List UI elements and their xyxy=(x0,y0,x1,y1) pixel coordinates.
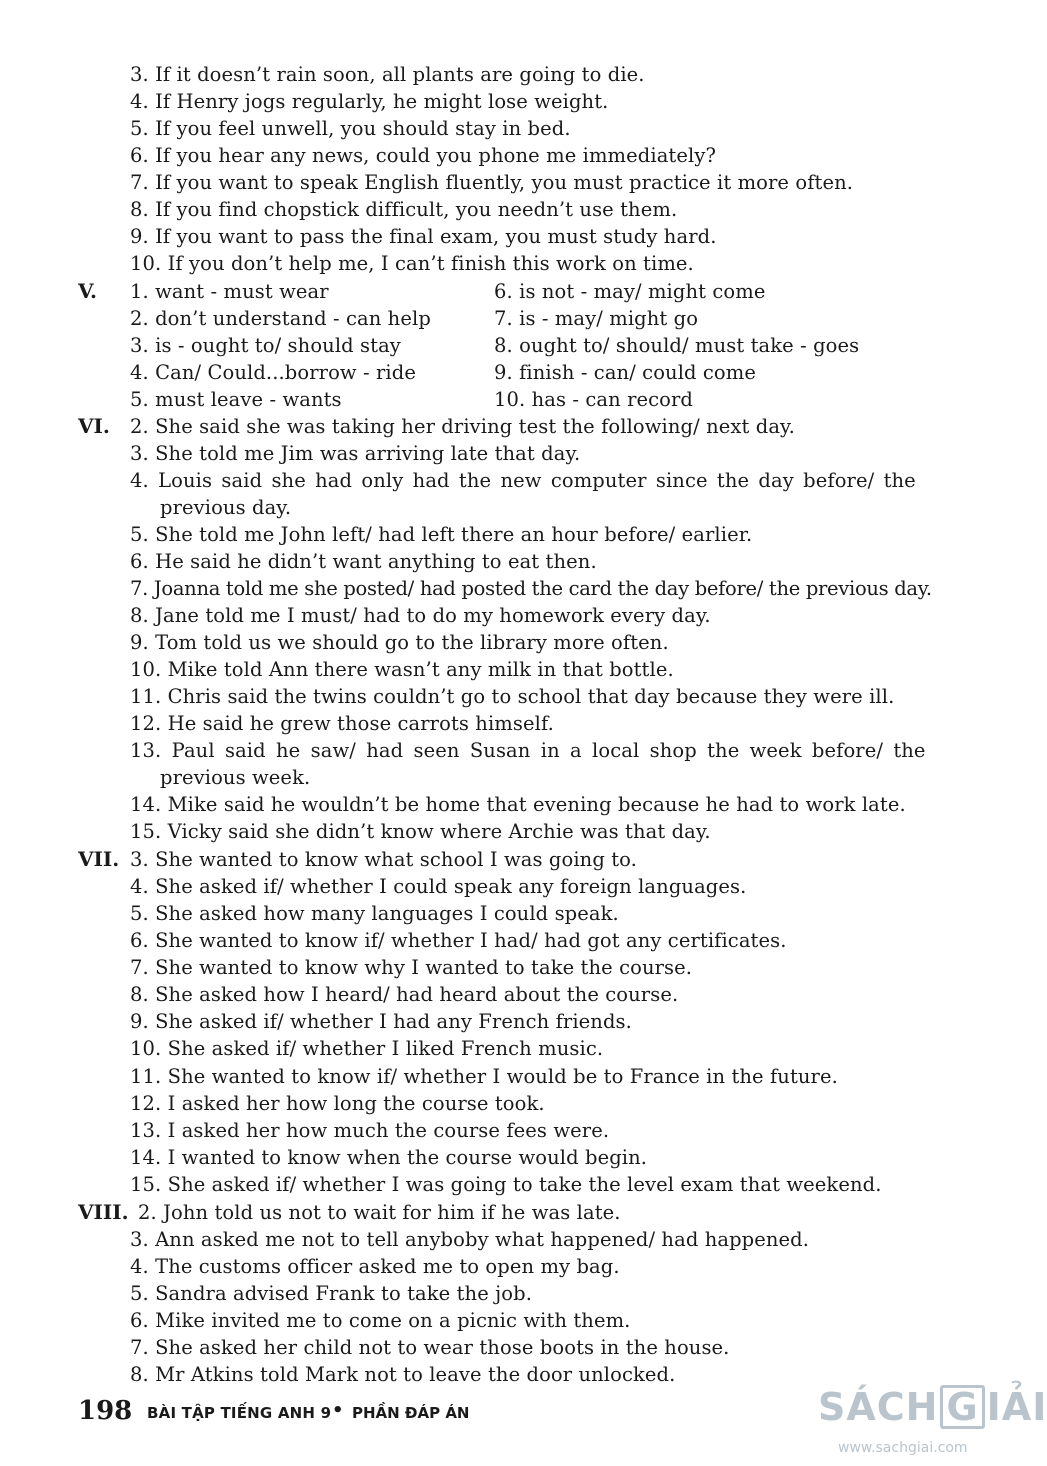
answer-line: 2. She said she was taking her driving test the following/ next day. xyxy=(130,415,795,438)
answer-line: 8. She asked how I heard/ had heard about the course. xyxy=(130,983,679,1006)
book-title: BÀI TẬP TIẾNG ANH 9 xyxy=(147,1404,332,1422)
answer-line: 7. If you want to speak English fluently, you must practice it more often. xyxy=(130,171,854,194)
watermark-url: www.sachgiai.com xyxy=(838,1440,968,1456)
answer-line: 8. Mr Atkins told Mark not to leave the door unlocked. xyxy=(130,1363,676,1386)
footer-section-title: PHẦN ĐÁP ÁN xyxy=(352,1404,470,1422)
answer-line: 4. Louis said she had only had the new computer since the day before/ the xyxy=(130,469,916,492)
answer-line: 9. If you want to pass the final exam, you must study hard. xyxy=(130,225,717,248)
answer-line: 14. I wanted to know when the course would begin. xyxy=(130,1146,648,1169)
answer-line: 6. She wanted to know if/ whether I had/ had got any certificates. xyxy=(130,929,787,952)
answer-line: 3. She told me Jim was arriving late that day. xyxy=(130,442,581,465)
answer-line: 8. ought to/ should/ must take - goes xyxy=(494,334,860,357)
section-label-vii: VII. xyxy=(78,847,120,871)
answer-line: 10. She asked if/ whether I liked French music. xyxy=(130,1037,604,1060)
answer-line: 6. Mike invited me to come on a picnic with them. xyxy=(130,1309,631,1332)
answer-line: 12. I asked her how long the course took. xyxy=(130,1092,545,1115)
answer-line-continued: previous day. xyxy=(160,496,292,519)
answer-line: 3. She wanted to know what school I was going to. xyxy=(130,848,637,871)
watermark-logo xyxy=(818,1382,1047,1432)
answer-line: 11. Chris said the twins couldn’t go to school that day because they were ill. xyxy=(130,685,895,708)
answer-line: 8. Jane told me I must/ had to do my homework every day. xyxy=(130,604,711,627)
answer-line: 5. She asked how many languages I could speak. xyxy=(130,902,619,925)
answer-line: 2. don’t understand - can help xyxy=(130,307,431,330)
answer-line: 10. Mike told Ann there wasn’t any milk in that bottle. xyxy=(130,658,674,681)
watermark-logo-left: SÁCH xyxy=(818,1385,939,1429)
answer-line: 6. is not - may/ might come xyxy=(494,280,766,303)
answer-line: 12. He said he grew those carrots himself. xyxy=(130,712,554,735)
answer-line: 6. He said he didn’t want anything to eat then. xyxy=(130,550,597,573)
answer-line: 10. If you don’t help me, I can’t finish this work on time. xyxy=(130,252,694,275)
answer-line: 10. has - can record xyxy=(494,388,694,411)
answer-line: 5. must leave - wants xyxy=(130,388,342,411)
watermark-logo-box: G xyxy=(940,1385,984,1429)
section-label-v: V. xyxy=(78,279,97,303)
footer-bullet: • xyxy=(332,1400,344,1421)
answer-line: 13. Paul said he saw/ had seen Susan in a local shop the week before/ the xyxy=(130,739,926,762)
answer-line: 5. Sandra advised Frank to take the job. xyxy=(130,1282,533,1305)
watermark-logo-right: IẢI xyxy=(986,1385,1047,1429)
answer-line: 8. If you find chopstick difficult, you needn’t use them. xyxy=(130,198,678,221)
answer-line: 11. She wanted to know if/ whether I would be to France in the future. xyxy=(130,1065,838,1088)
answer-line: 14. Mike said he wouldn’t be home that evening because he had to work late. xyxy=(130,793,906,816)
answer-line: 3. is - ought to/ should stay xyxy=(130,334,401,357)
answer-line: 9. She asked if/ whether I had any French friends. xyxy=(130,1010,632,1033)
page-number: 198 xyxy=(78,1396,133,1426)
answer-line: 4. Can/ Could...borrow - ride xyxy=(130,361,416,384)
answer-line: 7. is - may/ might go xyxy=(494,307,699,330)
answer-line: 7. She wanted to know why I wanted to take the course. xyxy=(130,956,693,979)
answer-line: 15. Vicky said she didn’t know where Archie was that day. xyxy=(130,820,711,843)
answer-line: 5. She told me John left/ had left there an hour before/ earlier. xyxy=(130,523,753,546)
section-label-vi: VI. xyxy=(78,414,110,438)
answer-line: 3. If it doesn’t rain soon, all plants are going to die. xyxy=(130,63,645,86)
answer-line: 7. Joanna told me she posted/ had posted the card the day before/ the previous day. xyxy=(130,577,932,600)
answer-line: 4. If Henry jogs regularly, he might lose weight. xyxy=(130,90,609,113)
answer-line: 5. If you feel unwell, you should stay in bed. xyxy=(130,117,571,140)
answer-line: 4. The customs officer asked me to open my bag. xyxy=(130,1255,620,1278)
answer-line: 2. John told us not to wait for him if he was late. xyxy=(138,1201,621,1224)
answer-line: 6. If you hear any news, could you phone me immediately? xyxy=(130,144,717,167)
answer-line: 9. finish - can/ could come xyxy=(494,361,757,384)
answer-line: 3. Ann asked me not to tell anyboby what happened/ had happened. xyxy=(130,1228,810,1251)
answer-line: 13. I asked her how much the course fees were. xyxy=(130,1119,610,1142)
answer-line-continued: previous week. xyxy=(160,766,311,789)
answer-line: 7. She asked her child not to wear those boots in the house. xyxy=(130,1336,730,1359)
answer-line: 4. She asked if/ whether I could speak any foreign languages. xyxy=(130,875,747,898)
answer-line: 1. want - must wear xyxy=(130,280,329,303)
answer-line: 15. She asked if/ whether I was going to take the level exam that weekend. xyxy=(130,1173,882,1196)
section-label-viii: VIII. xyxy=(78,1200,129,1224)
answer-line: 9. Tom told us we should go to the library more often. xyxy=(130,631,669,654)
